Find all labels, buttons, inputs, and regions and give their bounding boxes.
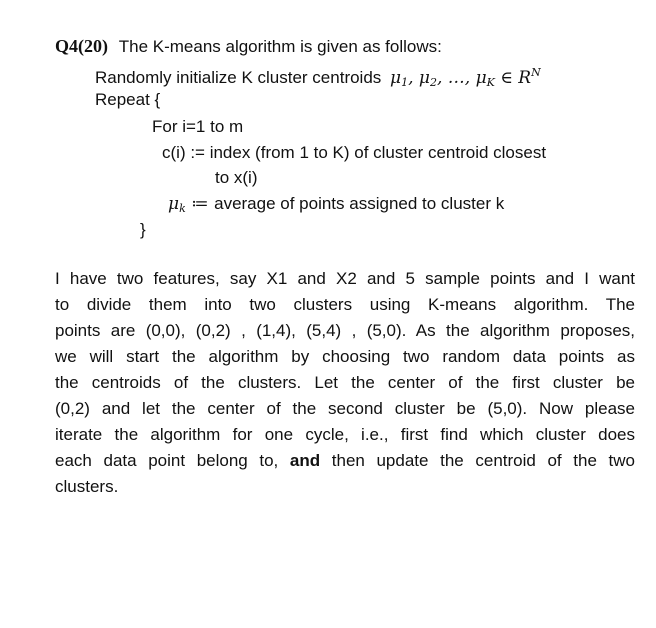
subscript-k: K — [486, 76, 495, 89]
update-text: average of points assigned to cluster k — [214, 194, 505, 213]
paragraph-line — [55, 448, 635, 474]
mu-k-symbol: $\mu_k$ — [168, 194, 186, 215]
mu-symbol: μ — [475, 68, 487, 88]
question-intro: The K-means algorithm is given as follows: — [118, 37, 442, 56]
paragraph-line: to divide them into two clusters using K-means algorithm. The — [55, 295, 635, 314]
mu-symbol: μ — [390, 68, 402, 88]
repeat-close: } — [140, 220, 146, 239]
paragraph-line: the centroids of the clusters. Let the center of the first cluster be — [55, 373, 635, 392]
assign-line-1: c(i) := index (from 1 to K) of cluster centroid closest — [162, 143, 547, 162]
repeat-open: Repeat { — [95, 90, 161, 109]
paragraph-line: (0,2) and let the center of the second cluster be (5,0). Now please — [55, 399, 635, 418]
question-header — [55, 36, 442, 57]
ellipsis: , …, — [436, 68, 476, 88]
line8-after: then update the centroid of the two — [320, 451, 635, 470]
problem-paragraph — [55, 266, 635, 500]
update-line — [168, 194, 504, 219]
subscript-2: 2 — [429, 76, 437, 89]
for-line: For i=1 to m — [152, 117, 244, 136]
centroid-list-math: $\mu_1$, $\mu_2$, …, $\mu_K$ ∈ $R^N$ — [390, 66, 541, 89]
assign-symbol: ≔ — [185, 194, 215, 214]
real-space-symbol: R — [518, 68, 532, 88]
paragraph-line: points are (0,0), (0,2) , (1,4), (5,4) , (5,0). As the algorithm proposes, — [55, 321, 635, 340]
subscript-1: 1 — [401, 76, 409, 89]
algo-init-text: Randomly initialize K cluster centroids — [95, 68, 382, 87]
question-label: Q4(20) — [55, 36, 108, 56]
paragraph-line: iterate the algorithm for one cycle, i.e., first find which cluster does — [55, 425, 635, 444]
emphasis-and: and — [289, 451, 321, 470]
assign-line-2: to x(i) — [215, 168, 258, 187]
mu-symbol: μ — [418, 68, 430, 88]
element-of-symbol: ∈ — [494, 68, 519, 88]
paragraph-line: we will start the algorithm by choosing two random data points as — [55, 347, 635, 366]
algo-init-line — [95, 63, 541, 93]
paragraph-line: I have two features, say X1 and X2 and 5 sample points and I want — [55, 269, 635, 288]
paragraph-last-line: clusters. — [55, 477, 119, 496]
line8-before: each data point belong to, — [55, 451, 290, 470]
superscript-n: N — [531, 66, 541, 79]
